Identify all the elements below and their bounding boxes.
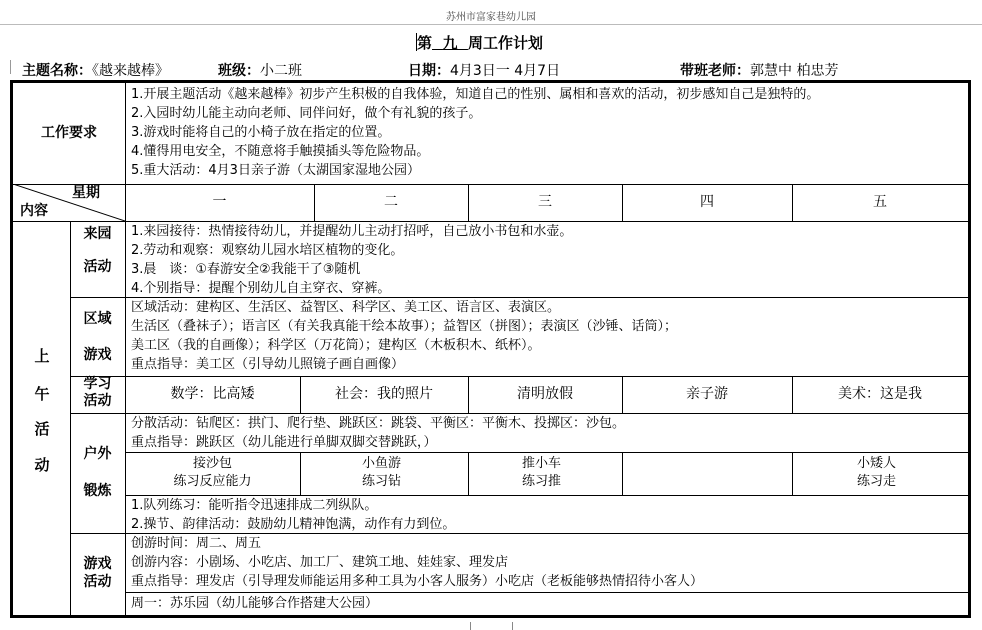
grid-line xyxy=(70,376,968,377)
content-label: 内容 xyxy=(20,203,48,219)
requirements-list xyxy=(131,85,819,180)
game-label: 游戏 活动 xyxy=(83,556,112,590)
study-cell-1: 数学：比高矮 xyxy=(170,386,255,402)
title-suffix: 周工作计划 xyxy=(467,34,543,52)
outdoor-day-3: 推小车 练习推 xyxy=(522,456,562,489)
outdoor-label-1: 户外 xyxy=(83,446,112,462)
grid-line xyxy=(125,452,968,453)
area-item: 生活区（叠袜子）；语言区（有关我真能干绘本故事）；益智区（拼图）；表演区（沙锤、话筒）； xyxy=(131,319,678,334)
study-cell-4: 亲子游 xyxy=(686,386,728,402)
study-cell-3: 清明放假 xyxy=(517,386,573,402)
ruler-mark xyxy=(512,622,513,630)
arrival-list xyxy=(131,222,572,298)
grid-line xyxy=(622,452,623,495)
queue-item: 1.队列练习：能听指令迅速排成二列纵队。 xyxy=(131,498,378,513)
grid-line xyxy=(792,452,793,495)
requirement-item: 1.开展主题活动《越来越棒》初步产生积极的自我体验，知道自己的性别、属相和喜欢的活动，初步感知自己是独特的。 xyxy=(131,87,820,102)
grid-line xyxy=(468,452,469,495)
arrival-item: 1.来园接待：热情接待幼儿，并提醒幼儿主动打招呼，自己放小书包和水壶。 xyxy=(131,224,573,239)
requirement-item: 2.入园时幼儿能主动向老师、同伴问好，做个有礼貌的孩子。 xyxy=(131,106,482,121)
arrival-item: 4.个别指导：提醒个别幼儿自主穿衣、穿裤。 xyxy=(131,281,391,296)
grid-line xyxy=(13,184,968,185)
morning-char: 上 xyxy=(34,347,50,365)
grid-line xyxy=(300,452,301,495)
outdoor-day-2: 小鱼游 练习钻 xyxy=(362,456,402,489)
morning-char: 活 xyxy=(34,420,50,438)
theme-info: 主题名称：《越来越棒》 xyxy=(22,63,169,79)
title-week: 九 xyxy=(442,34,458,52)
outdoor-item: 分散活动：钻爬区：拱门、爬行垫、跳跃区：跳袋、平衡区：平衡木、投掷区：沙包。 xyxy=(131,416,626,431)
requirement-item: 5.重大活动：4月3日亲子游（太湖国家湿地公园） xyxy=(131,163,420,178)
queue-item: 2.操节、韵律活动：鼓励幼儿精神饱满，动作有力到位。 xyxy=(131,517,456,532)
requirement-item: 4.懂得用电安全，不随意将手触摸插头等危险物品。 xyxy=(131,144,430,159)
game-item: 重点指导：理发店（引导理发师能运用多种工具为小客人服务）小吃店（老板能够热情招待小客人） xyxy=(131,574,704,589)
title-prefix: 第 xyxy=(417,34,433,52)
morning-char: 动 xyxy=(34,456,50,474)
outdoor-list xyxy=(131,414,625,452)
game-item: 创游时间：周二、周五 xyxy=(131,536,262,551)
arrival-item: 2.劳动和观察：观察幼儿园水培区植物的变化。 xyxy=(131,243,404,258)
grid-line xyxy=(125,592,968,593)
morning-char: 午 xyxy=(34,385,50,403)
day-header-3: 三 xyxy=(538,194,552,210)
queue-list xyxy=(131,496,455,534)
study-label: 学习 活动 xyxy=(83,376,112,409)
arrival-item: 3.晨 谈：①春游安全②我能干了③随机 xyxy=(131,262,361,277)
day-header-1: 一 xyxy=(212,194,227,210)
study-cell-2: 社会：我的照片 xyxy=(335,386,433,402)
area-item: 美工区（我的自画像）；科学区（万花筒）；建构区（木板积木、纸杯）。 xyxy=(131,338,541,353)
area-label-2: 游戏 xyxy=(83,347,112,363)
header-divider xyxy=(0,24,982,25)
requirement-item: 3.游戏时能将自己的小椅子放在指定的位置。 xyxy=(131,125,391,140)
school-header: 苏州市富家巷幼儿园 xyxy=(446,12,536,23)
outdoor-day-5: 小矮人 练习走 xyxy=(857,456,897,489)
study-cell-5: 美术：这是我 xyxy=(838,386,922,402)
document-title[interactable] xyxy=(417,32,543,53)
ruler-mark xyxy=(470,622,471,630)
game-monday: 周一：苏乐园（幼儿能够合作搭建大公园） xyxy=(131,596,379,611)
area-item: 重点指导：美工区（引导幼儿照镜子画自画像） xyxy=(131,357,405,372)
arrival-label-2: 活动 xyxy=(83,259,112,275)
class-info: 班级：小二班 xyxy=(218,63,302,79)
day-header-2: 二 xyxy=(384,194,398,210)
outdoor-label-2: 锻炼 xyxy=(83,483,112,499)
margin-marker-icon xyxy=(2,60,11,74)
outdoor-item: 重点指导：跳跃区（幼儿能进行单脚双脚交替跳跃，） xyxy=(131,435,437,450)
area-list xyxy=(131,298,677,374)
area-label-1: 区域 xyxy=(83,311,112,327)
area-item: 区域活动：建构区、生活区、益智区、科学区、美工区、语言区、表演区。 xyxy=(131,300,561,315)
outdoor-day-1: 接沙包 练习反应能力 xyxy=(173,456,252,489)
arrival-label-1: 来园 xyxy=(83,226,112,242)
week-label: 星期 xyxy=(72,185,100,201)
teacher-info: 带班老师：郭慧中 柏忠芳 xyxy=(680,63,839,79)
day-header-5: 五 xyxy=(873,194,887,210)
game-list xyxy=(131,534,703,591)
grid-line xyxy=(125,83,126,615)
date-info: 日期：4月3日一 4月7日 xyxy=(408,63,561,79)
day-header-4: 四 xyxy=(700,194,714,210)
game-item: 创游内容：小剧场、小吃店、加工厂、建筑工地、娃娃家、理发店 xyxy=(131,555,509,570)
requirements-label: 工作要求 xyxy=(41,125,97,141)
